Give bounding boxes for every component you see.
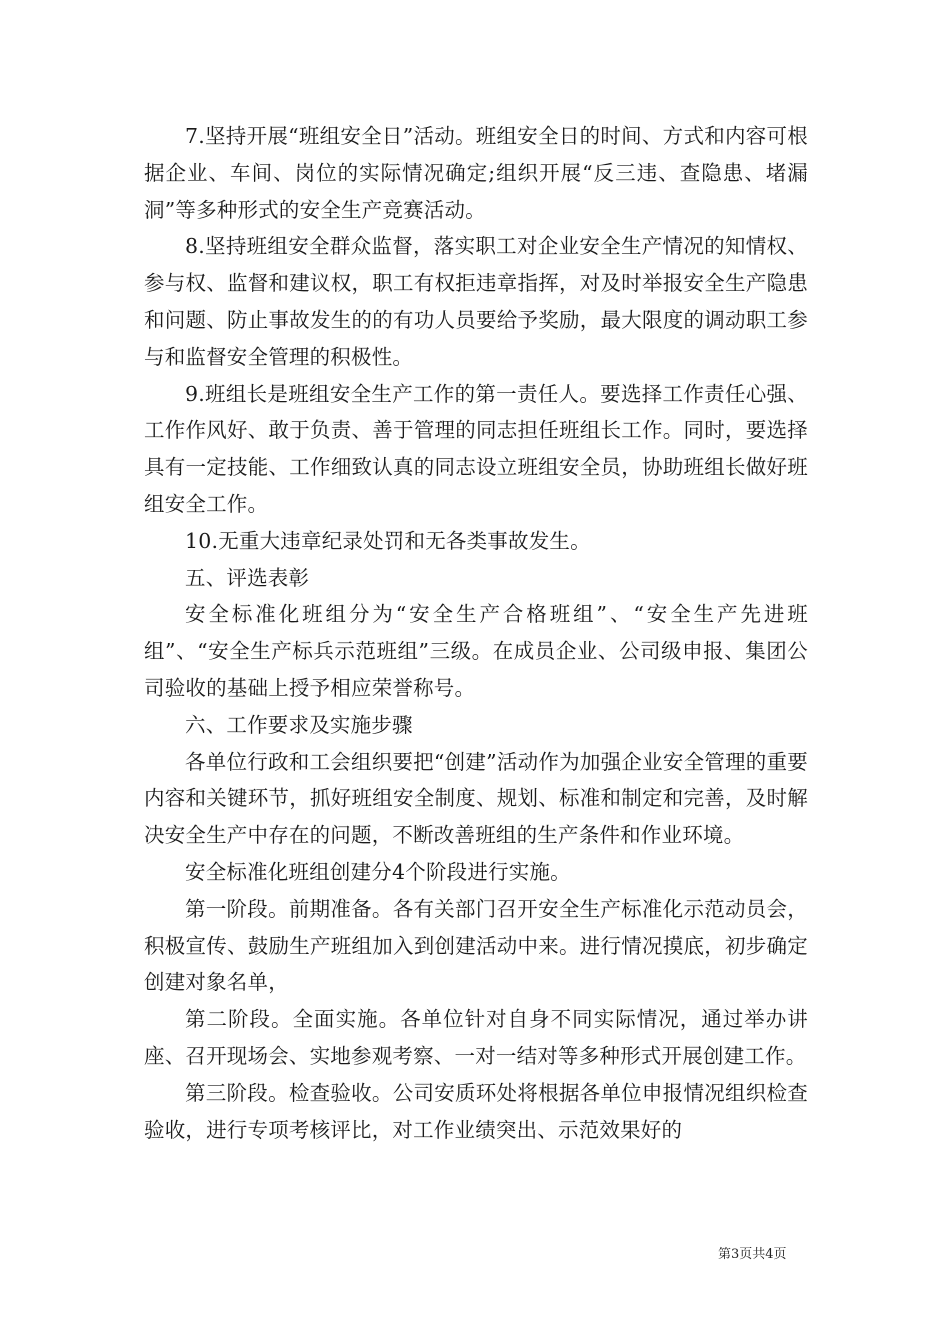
- paragraph-stage-one: 第一阶段。前期准备。各有关部门召开安全生产标准化示范动员会，积极宣传、鼓励生产班组加入到创建活动中来。进行情况摸底，初步确定创建对象名单，: [144, 896, 808, 995]
- paragraph-item-10: 10.无重大违章纪录处罚和无各类事故发生。: [185, 528, 591, 553]
- paragraph-item-7: 7.坚持开展“班组安全日”活动。班组安全日的时间、方式和内容可根据企业、车间、岗位的实际情况确定;组织开展“反三违、查隐患、堵漏洞”等多种形式的安全生产竞赛活动。: [144, 124, 808, 222]
- paragraph-team-levels: 安全标准化班组分为“安全生产合格班组”、“安全生产先进班组”、“安全生产标兵示范班组”三级。在成员企业、公司级申报、集团公司验收的基础上授予相应荣誉称号。: [144, 602, 808, 700]
- document-body: [144, 118, 808, 1148]
- section-heading-selection-commendation: 五、评选表彰: [185, 565, 310, 590]
- paragraph-unit-requirements: 各单位行政和工会组织要把“创建”活动作为加强企业安全管理的重要内容和关键环节，抓好班组安全制度、规划、标准和制定和完善，及时解决安全生产中存在的问题，不断改善班组的生产条件和作业环境。: [144, 749, 808, 848]
- paragraph-item-9: 9.班组长是班组安全生产工作的第一责任人。要选择工作责任心强、工作作风好、敢于负责、善于管理的同志担任班组长工作。同时，要选择具有一定技能、工作细致认真的同志设立班组安全员，协助班组长做好班组安全工作。: [144, 381, 808, 516]
- page-number-footer: 第3页共4页: [718, 1247, 787, 1262]
- paragraph-stage-two: 第二阶段。全面实施。各单位针对自身不同实际情况，通过举办讲座、召开现场会、实地参观考察、一对一结对等多种形式开展创建工作。: [144, 1007, 808, 1068]
- paragraph-stage-three: 第三阶段。检查验收。公司安质环处将根据各单位申报情况组织检查验收，进行专项考核评比，对工作业绩突出、示范效果好的: [144, 1080, 808, 1142]
- paragraph-four-stages: 安全标准化班组创建分4个阶段进行实施。: [185, 859, 571, 884]
- section-heading-requirements-steps: 六、工作要求及实施步骤: [185, 712, 413, 737]
- paragraph-item-8: 8.坚持班组安全群众监督，落实职工对企业安全生产情况的知情权、参与权、监督和建议权，职工有权拒违章指挥，对及时举报安全生产隐患和问题、防止事故发生的的有功人员要给予奖励，最大限度的调动职工参与和监督安全管理的积极性。: [144, 234, 808, 369]
